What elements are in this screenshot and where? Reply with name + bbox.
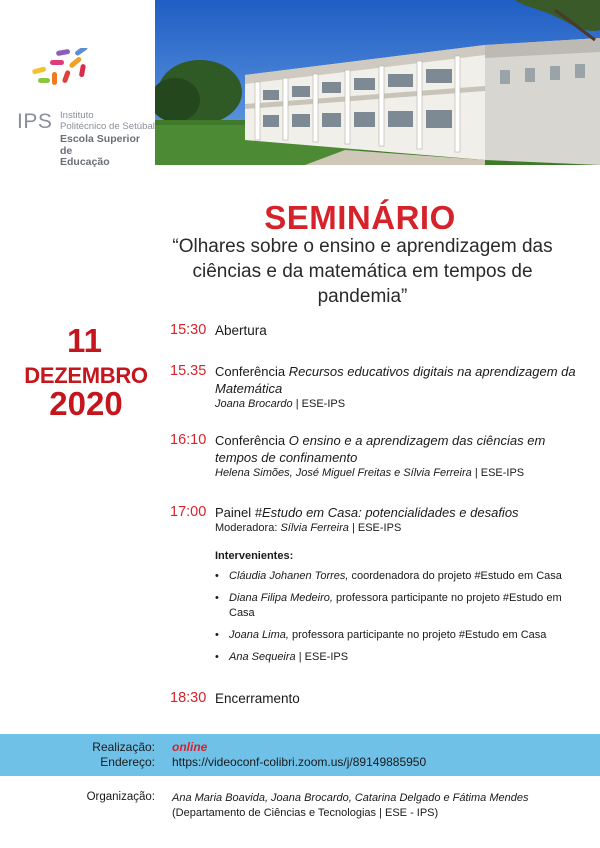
- agenda-body: [215, 504, 590, 672]
- school-line-1: Escola Superior de: [60, 133, 140, 157]
- speaker-line: [215, 466, 590, 481]
- organizacao-label: Organização:: [86, 791, 155, 803]
- agenda-label: Abertura: [215, 323, 267, 338]
- agenda-body: [215, 432, 590, 481]
- speaker-affiliation: | ESE-IPS: [474, 467, 525, 479]
- school-line-2: Educação: [60, 156, 110, 168]
- building-photo-illustration: [155, 0, 600, 165]
- panelists-list: [215, 569, 590, 665]
- event-subtitle: “Olhares sobre o ensino e aprendizagem das ciências e da matemática em tempos de pandemia”: [172, 236, 553, 307]
- moderator-name: Sílvia Ferreira: [280, 522, 349, 534]
- panelist-name: Ana Sequeira: [229, 651, 296, 663]
- endereco-label: Endereço:: [100, 755, 155, 769]
- speaker-line: [215, 397, 590, 412]
- organizer-department: (Departamento de Ciências e Tecnologias | ESE - IPS): [172, 807, 439, 819]
- organizers: Ana Maria Boavida, Joana Brocardo, Catarina Delgado e Fátima Mendes: [172, 792, 529, 804]
- institution-name: [60, 111, 155, 132]
- panelist-role: | ESE-IPS: [298, 651, 349, 663]
- agenda-label: Conferência: [215, 433, 286, 448]
- realizacao-label: Realização:: [92, 740, 155, 754]
- moderator-affiliation: | ESE-IPS: [351, 522, 402, 534]
- ips-letters: IPS: [17, 110, 53, 133]
- agenda-time: 15.35: [170, 363, 207, 379]
- panelist-name: Joana Lima,: [229, 629, 289, 641]
- talk-title: #Estudo em Casa: potencialidades e desafios: [254, 505, 519, 520]
- info-values: [172, 740, 572, 770]
- agenda-time: 16:10: [170, 432, 207, 448]
- agenda-time: 18:30: [170, 690, 207, 706]
- date-month: DEZEMBRO: [24, 363, 148, 388]
- list-item: [215, 591, 590, 621]
- moderator-line: [215, 521, 590, 536]
- speaker-name: Joana Brocardo: [215, 398, 293, 410]
- school-name: [60, 134, 155, 169]
- moderator-label: Moderadora:: [215, 522, 278, 534]
- agenda-label: Painel: [215, 505, 252, 520]
- speaker-affiliation: | ESE-IPS: [295, 398, 346, 410]
- date-day: 11: [67, 322, 102, 359]
- agenda-label: Encerramento: [215, 691, 300, 706]
- panelist-role: professora participante no projeto #Estudo em Casa: [229, 592, 562, 619]
- panelist-role: professora participante no projeto #Estudo em Casa: [292, 629, 547, 641]
- talk-title: O ensino e a aprendizagem das ciências em tempos de confinamento: [215, 433, 546, 465]
- talk-title: Recursos educativos digitais na aprendizagem da Matemática: [215, 364, 576, 396]
- list-item: [215, 628, 590, 643]
- info-labels: [60, 740, 155, 770]
- institution-line-1: Instituto: [60, 110, 94, 121]
- list-item: [215, 650, 590, 665]
- panelist-role: coordenadora do projeto #Estudo em Casa: [351, 570, 562, 582]
- event-title: SEMINÁRIO: [264, 199, 456, 236]
- meeting-link[interactable]: https://videoconf-colibri.zoom.us/j/89149885950: [172, 755, 427, 769]
- institution-line-2: Politécnico de Setúbal: [60, 120, 155, 132]
- agenda-label: Conferência: [215, 364, 286, 379]
- speaker-name: Helena Simões, José Miguel Freitas e Sílvia Ferreira: [215, 467, 472, 479]
- agenda-time: 15:30: [170, 322, 207, 338]
- organizacao-info: [172, 791, 592, 821]
- date-year: 2020: [49, 385, 123, 422]
- panelist-name: Cláudia Johanen Torres,: [229, 570, 349, 582]
- building-photo: [155, 0, 600, 165]
- agenda-body: [215, 363, 590, 412]
- list-item: [215, 569, 590, 584]
- panelist-name: Diana Filipa Medeiro,: [229, 592, 333, 604]
- institution-logo: [0, 0, 155, 168]
- panelists-heading: Intervenientes:: [215, 550, 294, 562]
- realizacao-value: online: [172, 740, 208, 754]
- agenda-time: 17:00: [170, 504, 207, 520]
- ips-logo-mark-icon: [30, 48, 92, 88]
